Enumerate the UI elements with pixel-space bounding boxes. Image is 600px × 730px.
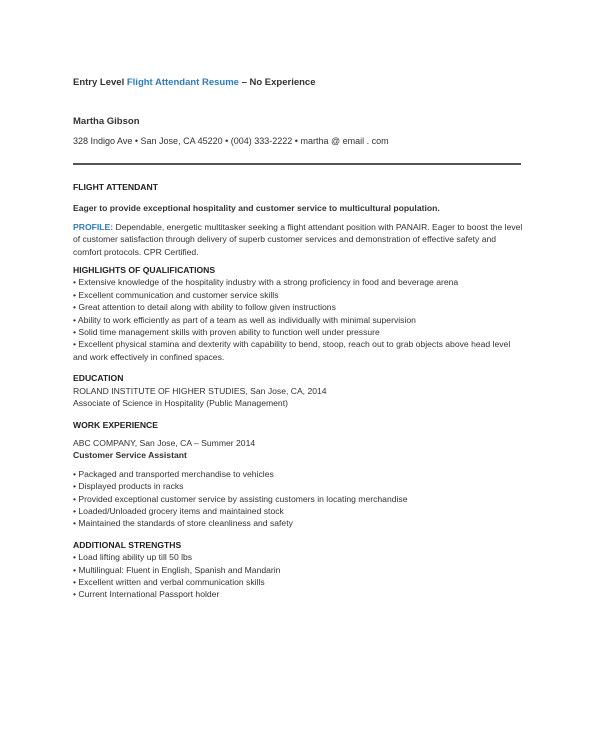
list-item: • Great attention to detail along with ability to follow given instructions [73, 302, 336, 313]
title-accent: Flight Attendant Resume [126, 77, 239, 88]
education-heading: EDUCATION [73, 373, 124, 384]
education-degree: Associate of Science in Hospitality (Public Management) [73, 398, 288, 409]
applicant-name: Martha Gibson [73, 116, 140, 127]
list-item: • Extensive knowledge of the hospitality industry with a strong proficiency in food and beverage arena [73, 277, 459, 288]
title-prefix: Entry Level [73, 77, 127, 88]
list-item: • Load lifting ability up till 50 lbs [73, 552, 193, 563]
contact-line: 328 Indigo Ave • San Jose, CA 45220 • (004) 333-2222 • martha @ email . com [73, 136, 389, 146]
experience-heading: WORK EXPERIENCE [73, 419, 158, 430]
profile-label: PROFILE: [73, 221, 114, 232]
document-title [73, 77, 316, 88]
list-item: • Packaged and transported merchandise to vehicles [73, 468, 274, 479]
target-role: FLIGHT ATTENDANT [73, 182, 158, 192]
objective-statement: Eager to provide exceptional hospitality and customer service to multicultural population. [73, 203, 440, 214]
list-item: • Excellent physical stamina and dexterity with capability to bend, stoop, reach out to grab objects above head level and work effectively in confined spaces. [73, 339, 511, 362]
strengths-list [73, 551, 523, 601]
profile-paragraph [73, 221, 523, 258]
highlights-heading: HIGHLIGHTS OF QUALIFICATIONS [73, 265, 216, 276]
education-school: ROLAND INSTITUTE OF HIGHER STUDIES, San Jose, CA, 2014 [73, 385, 327, 396]
resume-body [73, 181, 523, 601]
highlights-list [73, 276, 523, 363]
list-item: • Solid time management skills with proven ability to function well under pressure [73, 327, 380, 338]
list-item: • Current International Passport holder [73, 589, 220, 600]
list-item: • Provided exceptional customer service by assisting customers in locating merchandise [73, 493, 408, 504]
list-item: • Ability to work efficiently as part of a team as well as individually with minimal supervision [73, 314, 416, 325]
profile-text: Dependable, energetic multitasker seeking a flight attendant position with PANAIR. Eager to boost the level of customer satisfaction through delivery of superb customer services and demonstration of effective safety and comfort protocols. CPR Certified. [73, 221, 523, 257]
experience-position: Customer Service Assistant [73, 450, 187, 461]
list-item: • Multilingual: Fluent in English, Spanish and Mandarin [73, 564, 281, 575]
experience-list [73, 468, 523, 530]
list-item: • Displayed products in racks [73, 481, 184, 492]
title-suffix: – No Experience [238, 77, 316, 88]
list-item: • Loaded/Unloaded grocery items and maintained stock [73, 505, 284, 516]
list-item: • Excellent written and verbal communication skills [73, 576, 265, 587]
experience-company: ABC COMPANY, San Jose, CA – Summer 2014 [73, 437, 256, 448]
list-item: • Maintained the standards of store cleanliness and safety [73, 518, 293, 529]
strengths-heading: ADDITIONAL STRENGTHS [73, 539, 182, 550]
list-item: • Excellent communication and customer service skills [73, 289, 279, 300]
header-divider [73, 163, 521, 165]
